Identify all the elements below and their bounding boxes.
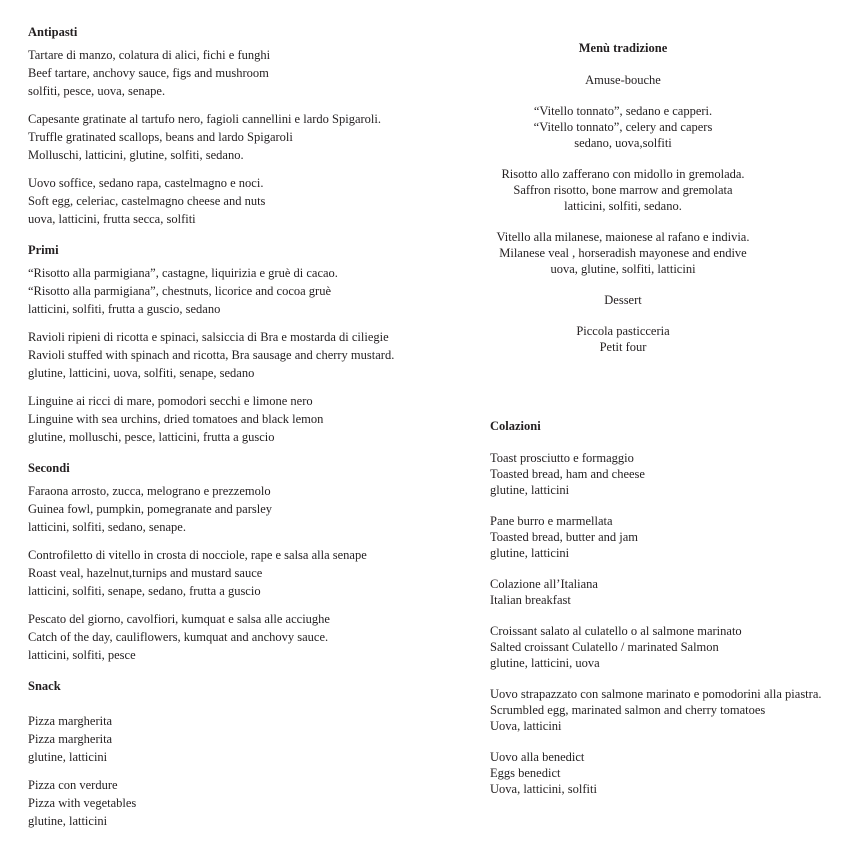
dish-allergens: latticini, solfiti, sedano, senape. [28, 520, 186, 534]
dish-allergens: glutine, latticini, uova, solfiti, senape, sedano [28, 366, 255, 380]
menu-item [28, 174, 448, 228]
dish-allergens: glutine, latticini, uova [490, 656, 600, 670]
menu-item [490, 166, 756, 214]
dish-name-en: Beef tartare, anchovy sauce, figs and mushroom [28, 66, 269, 80]
menu-tradizione [490, 40, 756, 370]
dish-allergens: glutine, latticini [490, 483, 570, 497]
dish-allergens: solfiti, pesce, uova, senape. [28, 84, 166, 98]
dish-name-en: Toasted bread, butter and jam [490, 530, 639, 544]
dish-allergens: glutine, molluschi, pesce, latticini, frutta a guscio [28, 430, 275, 444]
menu-item [28, 264, 448, 318]
colazioni-heading: Colazioni [490, 419, 541, 433]
dish-name-it: “Risotto alla parmigiana”, castagne, liquirizia e gruè di cacao. [28, 266, 338, 280]
dish-name-en: Italian breakfast [490, 593, 571, 607]
dish-name-it: Piccola pasticceria [576, 324, 670, 338]
dish-allergens: Molluschi, latticini, glutine, solfiti, sedano. [28, 148, 244, 162]
menu-item [490, 623, 850, 671]
menu-item [28, 328, 448, 382]
dish-name-en: “Risotto alla parmigiana”, chestnuts, licorice and cocoa gruè [28, 284, 332, 298]
dish-allergens: latticini, solfiti, senape, sedano, frutta a guscio [28, 584, 261, 598]
dish-name-it: Croissant salato al culatello o al salmone marinato [490, 624, 742, 638]
menu-item [28, 610, 448, 664]
dish-name-it: Pescato del giorno, cavolfiori, kumquat e salsa alle acciughe [28, 612, 330, 626]
antipasti-heading: Antipasti [28, 25, 78, 39]
dish-name-en: “Vitello tonnato”, celery and capers [533, 120, 713, 134]
dish-name-it: Uovo alla benedict [490, 750, 585, 764]
menu-item [490, 229, 756, 277]
dish-name-it: Uovo strapazzato con salmone marinato e pomodorini alla piastra. [490, 687, 822, 701]
menu-item [490, 576, 850, 608]
dish-name-en: Truffle gratinated scallops, beans and lardo Spigaroli [28, 130, 293, 144]
dish-name-it: Capesante gratinate al tartufo nero, fagioli cannellini e lardo Spigaroli. [28, 112, 381, 126]
secondi-heading: Secondi [28, 461, 70, 475]
dish-name-en: Milanese veal , horseradish mayonese and endive [499, 246, 747, 260]
menu-item [28, 482, 448, 536]
dish-allergens: Uova, latticini [490, 719, 562, 733]
course-label: Dessert [604, 293, 642, 307]
dish-name-en: Ravioli stuffed with spinach and ricotta, Bra sausage and cherry mustard. [28, 348, 395, 362]
menu-item [28, 392, 448, 446]
menu-item [28, 712, 448, 766]
dish-name-it: Linguine ai ricci di mare, pomodori secchi e limone nero [28, 394, 313, 408]
dish-name-it: Toast prosciutto e formaggio [490, 451, 634, 465]
dish-name-it: Colazione all’Italiana [490, 577, 598, 591]
dish-allergens: latticini, solfiti, pesce [28, 648, 136, 662]
tradizione-heading: Menù tradizione [578, 41, 668, 55]
dish-name-en: Toasted bread, ham and cheese [490, 467, 645, 481]
dish-name-en: Soft egg, celeriac, castelmagno cheese and nuts [28, 194, 266, 208]
dish-allergens: uova, latticini, frutta secca, solfiti [28, 212, 196, 226]
dish-name-it: Risotto allo zafferano con midollo in gremolada. [501, 167, 745, 181]
dish-name-en: Guinea fowl, pumpkin, pomegranate and parsley [28, 502, 273, 516]
dish-name-en: Salted croissant Culatello / marinated Salmon [490, 640, 719, 654]
dish-name-it: Ravioli ripieni di ricotta e spinaci, salsiccia di Bra e mostarda di ciliegie [28, 330, 389, 344]
menu-item [28, 546, 448, 600]
dish-allergens: Uova, latticini, solfiti [490, 782, 597, 796]
left-column [28, 24, 448, 840]
dish-name-en: Catch of the day, cauliflowers, kumquat and anchovy sauce. [28, 630, 329, 644]
course-label: Amuse-bouche [585, 73, 661, 87]
menu-item [490, 513, 850, 561]
primi-heading: Primi [28, 243, 59, 257]
dish-allergens: glutine, latticini [490, 546, 570, 560]
menu-item [490, 749, 850, 797]
dish-name-en: Pizza margherita [28, 732, 113, 746]
dish-name-it: Pane burro e marmellata [490, 514, 613, 528]
amuse-bouche [490, 72, 756, 88]
dish-name-it: “Vitello tonnato”, sedano e capperi. [533, 104, 713, 118]
dish-name-en: Linguine with sea urchins, dried tomatoes and black lemon [28, 412, 324, 426]
dish-allergens: glutine, latticini [28, 750, 108, 764]
dish-name-en: Saffron risotto, bone marrow and gremolata [513, 183, 733, 197]
dish-allergens: latticini, solfiti, frutta a guscio, sedano [28, 302, 221, 316]
menu-item [28, 776, 448, 830]
dessert-item [490, 323, 756, 355]
dish-allergens: latticini, solfiti, sedano. [564, 199, 682, 213]
dish-name-it: Faraona arrosto, zucca, melograno e prezzemolo [28, 484, 271, 498]
menu-item [28, 110, 448, 164]
colazioni-section [490, 418, 850, 812]
dish-name-it: Pizza margherita [28, 714, 113, 728]
menu-item [28, 46, 448, 100]
dish-allergens: glutine, latticini [28, 814, 108, 828]
snack-heading: Snack [28, 679, 61, 693]
dessert-label-block [490, 292, 756, 308]
dish-name-en: Eggs benedict [490, 766, 561, 780]
dish-name-en: Scrumbled egg, marinated salmon and cherry tomatoes [490, 703, 766, 717]
menu-item [490, 450, 850, 498]
dish-name-en: Pizza with vegetables [28, 796, 137, 810]
dish-allergens: sedano, uova,solfiti [574, 136, 672, 150]
dish-name-it: Pizza con verdure [28, 778, 118, 792]
dish-name-it: Controfiletto di vitello in crosta di nocciole, rape e salsa alla senape [28, 548, 367, 562]
dish-name-en: Petit four [599, 340, 647, 354]
menu-item [490, 686, 850, 734]
dish-name-it: Tartare di manzo, colatura di alici, fichi e funghi [28, 48, 271, 62]
menu-item [490, 103, 756, 151]
dish-allergens: uova, glutine, solfiti, latticini [550, 262, 696, 276]
dish-name-en: Roast veal, hazelnut,turnips and mustard sauce [28, 566, 263, 580]
dish-name-it: Uovo soffice, sedano rapa, castelmagno e noci. [28, 176, 264, 190]
dish-name-it: Vitello alla milanese, maionese al rafano e indivia. [496, 230, 750, 244]
